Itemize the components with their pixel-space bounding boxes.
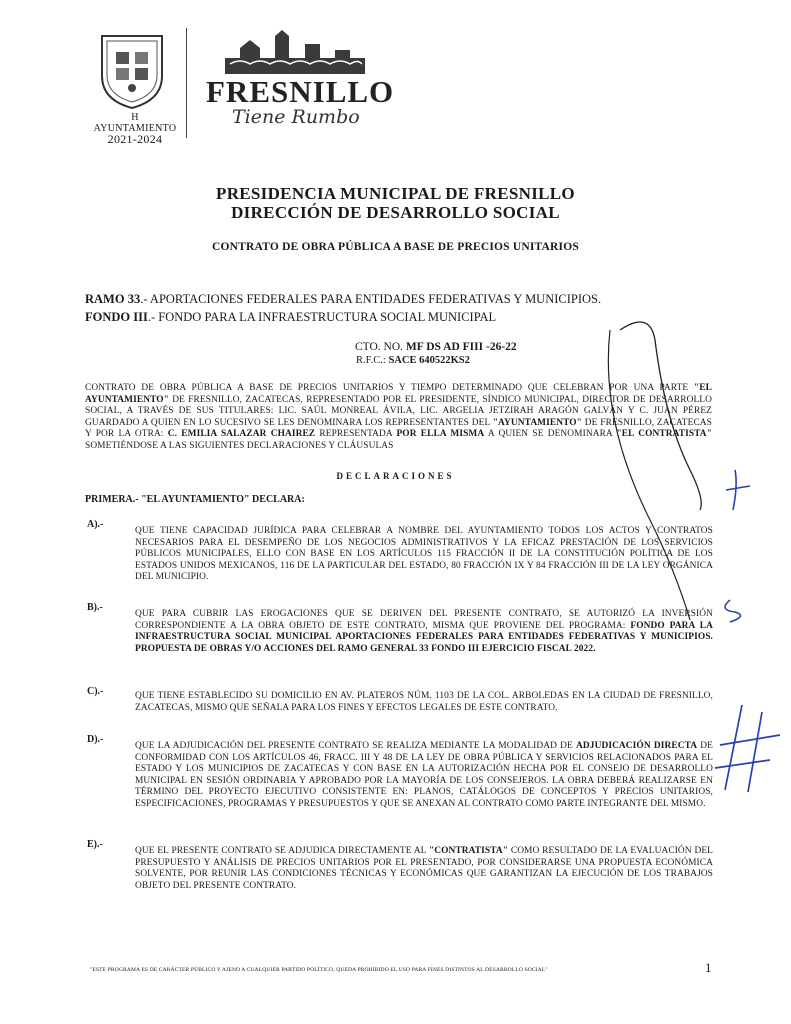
- contract-number-label: CTO. NO.: [355, 341, 406, 353]
- section-d-label: D).-: [87, 734, 104, 745]
- section-a-text: QUE TIENE CAPACIDAD JURÍDICA PARA CELEBRAR A NOMBRE DEL AYUNTAMIENTO TODOS LOS ACTOS Y CONTRATOS NECESARIOS PARA EL DESEMPEÑO DE LOS NEGOCIOS ADMINISTRATIVOS Y LA EFICAZ PRESTACIÓN DE LOS SERVICIOS PÚBLICOS MUNICIPALES, ELLO CON BASE EN LOS ARTÍCULOS 115 FRACCIÓN II DE LA CONSTITUCIÓN POLÍTICA DE LOS ESTADOS UNIDOS MEXICANOS, 116 DE LA PARTICULAR DEL ESTADO, 80 FRACCIÓN IX Y 84 FRACCIÓN III DE LA LEY ORGÁNICA DEL MUNICIPIO.: [135, 526, 713, 583]
- intro-bold: "EL AYUNTAMIENTO": [85, 383, 712, 405]
- brand-tagline: Tiene Rumbo: [232, 106, 360, 128]
- ramo-text: .- APORTACIONES FEDERALES PARA ENTIDADES FEDERATIVAS Y MUNICIPIOS.: [140, 292, 602, 306]
- section-a-label: A).-: [87, 519, 104, 530]
- fondo-text: .- FONDO PARA LA INFRAESTRUCTURA SOCIAL MUNICIPAL: [147, 310, 497, 324]
- intro-bold: "EL CONTRATISTA": [616, 429, 712, 440]
- rfc-value: SACE 640522KS2: [388, 355, 470, 366]
- rfc-label: R.F.C.:: [356, 355, 389, 366]
- intro-bold: POR ELLA MISMA: [396, 429, 485, 440]
- ramo-label: RAMO 33: [85, 292, 141, 306]
- contract-number: [355, 341, 517, 353]
- section-d-text: [135, 741, 713, 811]
- declaraciones-heading: DECLARACIONES: [336, 471, 455, 481]
- contract-type-heading: CONTRATO DE OBRA PÚBLICA A BASE DE PRECIOS UNITARIOS: [212, 241, 579, 253]
- contract-intro-paragraph: [85, 383, 712, 453]
- period-label: 2021-2024: [107, 132, 163, 146]
- intro-text: SOMETIÉNDOSE A LAS SIGUIENTES DECLARACIONES Y CLÁUSULAS: [85, 440, 394, 451]
- fondo-label: FONDO III: [85, 310, 148, 324]
- footer-disclaimer: "ESTE PROGRAMA ES DE CARÁCTER PÚBLICO Y AJENO A CUALQUIER PARTIDO POLÍTICO, QUEDA PROHIBIDO EL USO PARA FINES DISTINTOS AL DESARROLLO SOCIAL": [90, 967, 548, 973]
- section-d-plain: QUE LA ADJUDICACIÓN DEL PRESENTE CONTRATO SE REALIZA MEDIANTE LA MODALIDAD DE: [135, 741, 577, 751]
- ramo-line: [85, 292, 601, 307]
- section-e-bold: "CONTRATISTA": [428, 846, 509, 856]
- intro-bold: "AYUNTAMIENTO": [492, 417, 582, 428]
- section-c-text: QUE TIENE ESTABLECIDO SU DOMICILIO EN AV. PLATEROS NÚM. 1103 DE LA COL. ARBOLEDAS EN LA CIUDAD DE FRESNILLO, ZACATECAS, MISMO QUE SEÑALA PARA LOS FINES Y EFECTOS LEGALES DE ESTE CONTRATO.: [135, 691, 713, 713]
- city-skyline-icon: [220, 28, 370, 76]
- section-e-text: [135, 846, 713, 892]
- ayuntamiento-period: [90, 112, 180, 145]
- ayuntamiento-label: H AYUNTAMIENTO: [93, 112, 177, 134]
- section-b-text: [135, 609, 713, 655]
- section-e-label: E).-: [87, 839, 103, 850]
- fondo-line: [85, 310, 496, 325]
- section-d-bold: ADJUDICACIÓN DIRECTA: [576, 741, 698, 751]
- page-subtitle: DIRECCIÓN DE DESARROLLO SOCIAL: [231, 203, 560, 222]
- page-title: PRESIDENCIA MUNICIPAL DE FRESNILLO: [216, 184, 575, 203]
- section-c-label: C).-: [87, 686, 104, 697]
- intro-text: DE FRESNILLO, ZACATECAS Y POR LA OTRA:: [85, 417, 712, 440]
- section-e-plain: QUE EL PRESENTE CONTRATO SE ADJUDICA DIRECTAMENTE AL: [135, 846, 429, 856]
- intro-text: CONTRATO DE OBRA PÚBLICA A BASE DE PRECIOS UNITARIOS Y TIEMPO DETERMINADO QUE CELEBRAN POR UNA PARTE: [85, 383, 694, 393]
- intro-text: DE FRESNILLO, ZACATECAS, REPRESENTADO POR EL PRESIDENTE, SÍNDICO MUNICIPAL, DIRECTOR DE DESARROLLO SOCIAL, A TRAVÉS DE SUS TITULARES: LIC. SAÚL MONREAL ÁVILA, LIC. ARGELIA JETZIRAH ARAGÓN GALVÁN Y C. JUAN PÉREZ GUARDADO A QUIEN EN LO SUCESIVO SE LES DENOMINARA LOS REPRESENTANTES DEL: [85, 394, 712, 428]
- municipal-seal: [96, 30, 168, 110]
- section-e-plain: COMO RESULTADO DE LA EVALUACIÓN DEL PRESUPUESTO Y ANÁLISIS DE PRECIOS UNITARIOS POR EL PRESENTADO, POR CONSIDERARSE UNA PROPUESTA ECONÓMICA SOLVENTE, POR REUNIR LAS CONDICIONES TÉCNICAS Y ECONÓMICAS QUE GARANTIZAN LA EJECUCIÓN DE LOS TRABAJOS OBJETO DEL PRESENTE CONTRATO.: [135, 846, 713, 891]
- primera-heading: PRIMERA.- "EL AYUNTAMIENTO" DECLARA:: [85, 494, 305, 505]
- section-d-plain: DE CONFORMIDAD CON LOS ARTÍCULOS 46, FRACC. III Y 48 DE LA LEY DE OBRA PÚBLICA Y SERVICIOS RELACIONADOS PARA EL ESTADO Y LOS MUNICIPIOS DE ZACATECAS Y CON BASE EN LA AUTORIZACIÓN HECHA POR EL CONSEJO DE DESARROLLO MUNICIPAL EN SESIÓN ORDINARIA Y APROBADO POR LA MAYORÍA DE LOS CONSEJEROS. LA OBRA DEBERÁ REALIZARSE EN TÉRMINO DEL PROYECTO EJECUTIVO CONSISTENTE EN: PLANOS, CATÁLOGOS DE CONCEPTOS Y PRECIOS UNITARIOS, ESPECIFICACIONES, PROGRAMAS Y PRESUPUESTOS Y QUE SE ANEXAN AL CONTRATO COMO PARTE INTEGRANTE DEL MISMO.: [135, 741, 713, 809]
- brand-name: FRESNILLO: [206, 74, 395, 109]
- header-divider: [186, 28, 187, 138]
- intro-bold: C. EMILIA SALAZAR CHAIREZ: [167, 429, 316, 440]
- contract-number-value: MF DS AD FIII -26-22: [405, 341, 517, 353]
- section-b-bold: FONDO PARA LA INFRAESTRUCTURA SOCIAL MUNICIPAL APORTACIONES FEDERALES PARA ENTIDADES FEDERATIVAS Y MUNICIPIOS. PROPUESTA DE OBRAS Y/O ACCIONES DEL RAMO GENERAL 33 FONDO III EJERCICIO FISCAL 2022.: [135, 620, 714, 654]
- intro-text: A QUIEN SE DENOMINARA: [484, 429, 617, 440]
- intro-text: REPRESENTADA: [315, 429, 397, 440]
- rfc: [356, 355, 470, 366]
- section-b-plain: QUE PARA CUBRIR LAS EROGACIONES QUE SE DERIVEN DEL PRESENTE CONTRATO, SE AUTORIZÓ LA INVERSIÓN CORRESPONDIENTE A LA OBRA OBJETO DE ESTE CONTRATO, MISMA QUE PROVIENE DEL PROGRAMA:: [135, 609, 713, 631]
- page-number: 1: [705, 960, 712, 975]
- section-b-label: B).-: [87, 602, 103, 613]
